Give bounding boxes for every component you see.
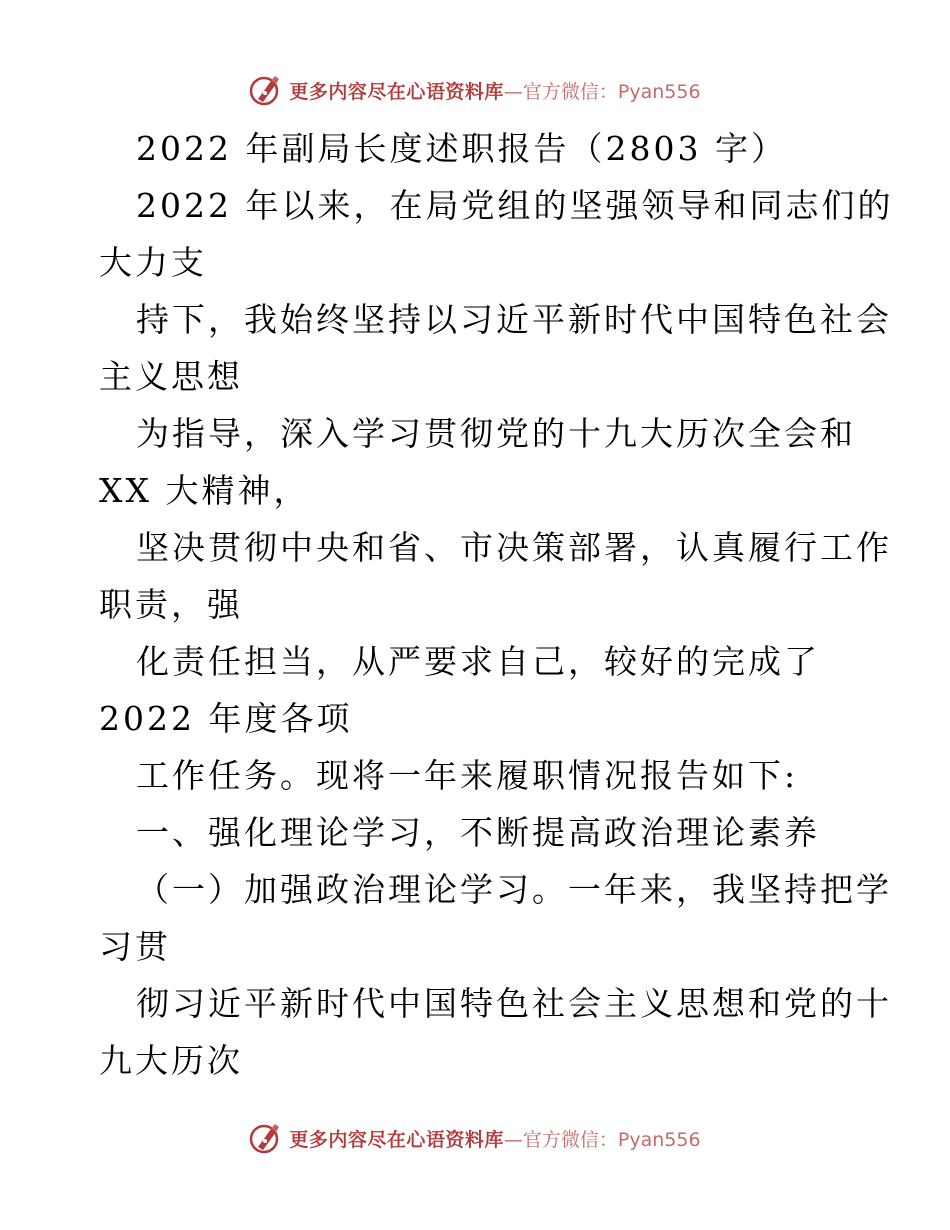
paragraph-line: 主义思想: [99, 357, 243, 396]
paragraph-line: 2022 年度各项: [99, 699, 353, 738]
paragraph-line: XX 大精神，: [99, 471, 310, 510]
paragraph-line: （一）加强政治理论学习。一年来，我坚持把学: [136, 870, 892, 909]
paragraph-line: 化责任担当，从严要求自己，较好的完成了: [136, 642, 820, 681]
banner-wechat: —官方微信：Pyan556: [503, 1128, 701, 1151]
paragraph-line: 九大历次: [99, 1041, 243, 1080]
paragraph-line: 工作任务。现将一年来履职情况报告如下:: [136, 756, 799, 795]
paragraph-line: 持下，我始终坚持以习近平新时代中国特色社会: [136, 300, 892, 339]
paragraph-line: 习贯: [99, 927, 171, 966]
footer-banner: [0, 1118, 950, 1158]
pen-nib-logo-icon: [249, 1121, 283, 1155]
paragraph-line: 彻习近平新时代中国特色社会主义思想和党的十: [136, 984, 892, 1023]
paragraph-line: 职责，强: [99, 585, 243, 624]
paragraph-line: 坚决贯彻中央和省、市决策部署，认真履行工作: [136, 528, 892, 567]
paragraph-line: 为指导，深入学习贯彻党的十九大历次全会和: [136, 414, 856, 453]
paragraph-line: 2022 年以来，在局党组的坚强领导和同志们的: [136, 186, 894, 225]
document-title: 2022 年副局长度述职报告（2803 字）: [136, 129, 787, 168]
banner-title: 更多内容尽在心语资料库: [289, 1128, 504, 1151]
paragraph-line: 大力支: [99, 243, 207, 282]
banner-title: 更多内容尽在心语资料库: [289, 80, 504, 103]
section-heading: 一、强化理论学习，不断提高政治理论素养: [136, 813, 820, 852]
banner-wechat: —官方微信：Pyan556: [503, 80, 701, 103]
